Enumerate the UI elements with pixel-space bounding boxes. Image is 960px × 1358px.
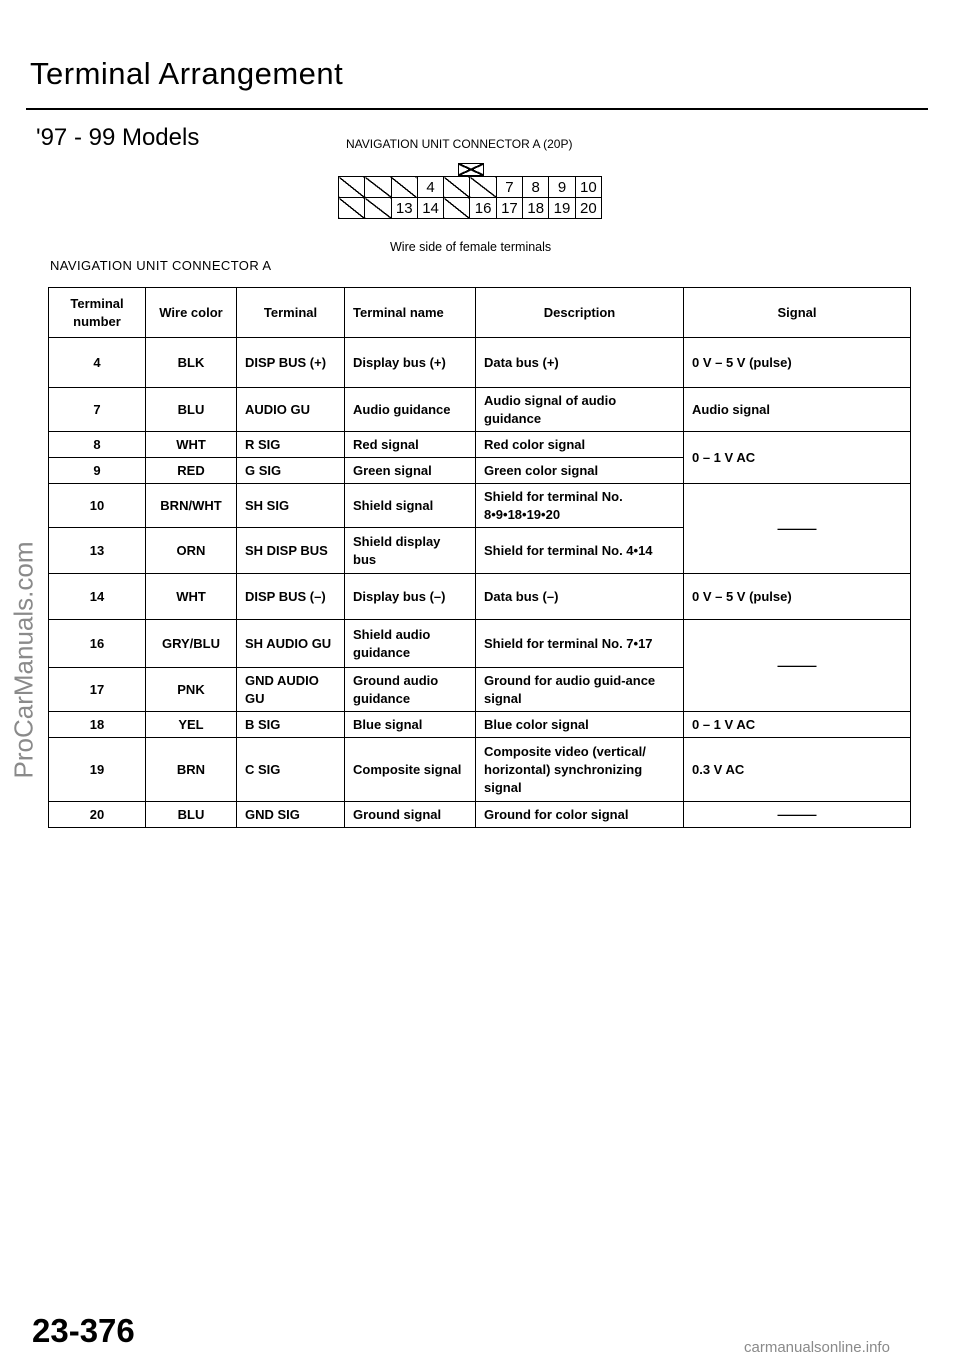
description-cell: Ground for audio guid-ance signal	[476, 668, 684, 712]
terminal-number-cell: 20	[49, 802, 146, 828]
terminal-cell: SH AUDIO GU	[237, 620, 345, 668]
connector-pin	[365, 177, 391, 198]
description-cell: Shield for terminal No. 8•9•18•19•20	[476, 484, 684, 528]
terminal-name-cell: Audio guidance	[345, 388, 476, 432]
connector-caption: Wire side of female terminals	[390, 240, 552, 254]
description-cell: Data bus (+)	[476, 338, 684, 388]
table-row	[49, 574, 911, 620]
wire-color-cell: WHT	[146, 574, 237, 620]
terminal-number-cell: 4	[49, 338, 146, 388]
wire-color-cell: PNK	[146, 668, 237, 712]
table-row	[49, 738, 911, 802]
connector-pin: 17	[496, 198, 522, 219]
signal-cell: 0.3 V AC	[684, 738, 911, 802]
connector-pin	[470, 177, 496, 198]
terminal-cell: R SIG	[237, 432, 345, 458]
table-row	[49, 484, 911, 528]
connector-pin: 20	[575, 198, 601, 219]
description-cell: Shield for terminal No. 4•14	[476, 528, 684, 574]
terminal-cell: DISP BUS (+)	[237, 338, 345, 388]
table-caption: NAVIGATION UNIT CONNECTOR A	[50, 258, 272, 273]
description-cell: Green color signal	[476, 458, 684, 484]
terminal-number-cell: 8	[49, 432, 146, 458]
wire-color-cell: BLU	[146, 802, 237, 828]
terminal-cell: AUDIO GU	[237, 388, 345, 432]
header-signal: Signal	[684, 288, 911, 338]
header-description: Description	[476, 288, 684, 338]
table-row	[49, 432, 911, 458]
model-years-subtitle: '97 - 99 Models	[36, 124, 200, 151]
description-cell: Ground for color signal	[476, 802, 684, 828]
terminal-cell: B SIG	[237, 712, 345, 738]
description-cell: Blue color signal	[476, 712, 684, 738]
signal-cell: 0 V – 5 V (pulse)	[684, 338, 911, 388]
terminal-name-cell: Green signal	[345, 458, 476, 484]
terminal-cell: GND AUDIO GU	[237, 668, 345, 712]
terminal-name-cell: Composite signal	[345, 738, 476, 802]
terminal-number-cell: 18	[49, 712, 146, 738]
signal-cell: ———	[684, 802, 911, 828]
connector-pin	[391, 177, 417, 198]
wire-color-cell: RED	[146, 458, 237, 484]
connector-pin: 4	[417, 177, 443, 198]
header-terminal-name: Terminal name	[345, 288, 476, 338]
terminal-name-cell: Shield signal	[345, 484, 476, 528]
terminal-cell: SH DISP BUS	[237, 528, 345, 574]
wire-color-cell: BRN/WHT	[146, 484, 237, 528]
wire-color-cell: BLU	[146, 388, 237, 432]
table-header-row	[49, 288, 911, 338]
connector-pin: 7	[496, 177, 522, 198]
connector-pin	[339, 198, 365, 219]
terminal-name-cell: Display bus (–)	[345, 574, 476, 620]
terminal-name-cell: Ground signal	[345, 802, 476, 828]
connector-pin: 19	[549, 198, 575, 219]
terminal-name-cell: Red signal	[345, 432, 476, 458]
terminal-name-cell: Shield display bus	[345, 528, 476, 574]
watermark	[2, 460, 46, 860]
wire-color-cell: WHT	[146, 432, 237, 458]
connector-pin: 8	[523, 177, 549, 198]
terminal-number-cell: 10	[49, 484, 146, 528]
terminal-cell: GND SIG	[237, 802, 345, 828]
connector-pin: 13	[391, 198, 417, 219]
connector-pin	[365, 198, 391, 219]
table-row	[49, 388, 911, 432]
table-row	[49, 712, 911, 738]
terminal-number-cell: 13	[49, 528, 146, 574]
description-cell: Shield for terminal No. 7•17	[476, 620, 684, 668]
terminal-cell: C SIG	[237, 738, 345, 802]
terminal-number-cell: 9	[49, 458, 146, 484]
signal-cell: 0 – 1 V AC	[684, 712, 911, 738]
connector-pin	[444, 198, 470, 219]
wire-color-cell: YEL	[146, 712, 237, 738]
table-row	[49, 802, 911, 828]
connector-pin: 14	[417, 198, 443, 219]
wire-color-cell: BLK	[146, 338, 237, 388]
signal-cell: 0 – 1 V AC	[684, 432, 911, 484]
terminal-cell: SH SIG	[237, 484, 345, 528]
connector-pin: 18	[523, 198, 549, 219]
terminal-number-cell: 7	[49, 388, 146, 432]
connector-row-upper	[339, 177, 602, 198]
connector-diagram-title: NAVIGATION UNIT CONNECTOR A (20P)	[346, 137, 573, 151]
description-cell: Data bus (–)	[476, 574, 684, 620]
watermark-text: ProCarManuals.com	[8, 541, 39, 779]
header-wire-color: Wire color	[146, 288, 237, 338]
title-divider	[26, 108, 928, 110]
connector-row-lower	[339, 198, 602, 219]
connector-pin: 9	[549, 177, 575, 198]
signal-cell: ———	[684, 620, 911, 712]
terminal-number-cell: 14	[49, 574, 146, 620]
connector-pin	[339, 177, 365, 198]
connector-latch-icon	[458, 163, 484, 176]
table-row	[49, 620, 911, 668]
page-title: Terminal Arrangement	[30, 56, 344, 91]
footer-link[interactable]: carmanualsonline.info	[744, 1339, 890, 1356]
terminal-name-cell: Display bus (+)	[345, 338, 476, 388]
terminal-name-cell: Blue signal	[345, 712, 476, 738]
header-terminal-number: Terminal number	[49, 288, 146, 338]
page-number: 23-376	[32, 1312, 135, 1349]
table-row	[49, 338, 911, 388]
terminal-number-cell: 19	[49, 738, 146, 802]
signal-cell: 0 V – 5 V (pulse)	[684, 574, 911, 620]
connector-pin-grid	[338, 176, 602, 219]
connector-pin: 10	[575, 177, 601, 198]
terminal-cell: G SIG	[237, 458, 345, 484]
signal-cell: ———	[684, 484, 911, 574]
wire-color-cell: GRY/BLU	[146, 620, 237, 668]
terminal-cell: DISP BUS (–)	[237, 574, 345, 620]
terminal-number-cell: 16	[49, 620, 146, 668]
terminal-name-cell: Ground audio guidance	[345, 668, 476, 712]
header-terminal: Terminal	[237, 288, 345, 338]
wire-color-cell: BRN	[146, 738, 237, 802]
terminal-table	[48, 287, 911, 828]
description-cell: Composite video (vertical/ horizontal) synchronizing signal	[476, 738, 684, 802]
terminal-number-cell: 17	[49, 668, 146, 712]
connector-pin	[444, 177, 470, 198]
wire-color-cell: ORN	[146, 528, 237, 574]
terminal-name-cell: Shield audio guidance	[345, 620, 476, 668]
description-cell: Audio signal of audio guidance	[476, 388, 684, 432]
connector-pin: 16	[470, 198, 496, 219]
description-cell: Red color signal	[476, 432, 684, 458]
signal-cell: Audio signal	[684, 388, 911, 432]
